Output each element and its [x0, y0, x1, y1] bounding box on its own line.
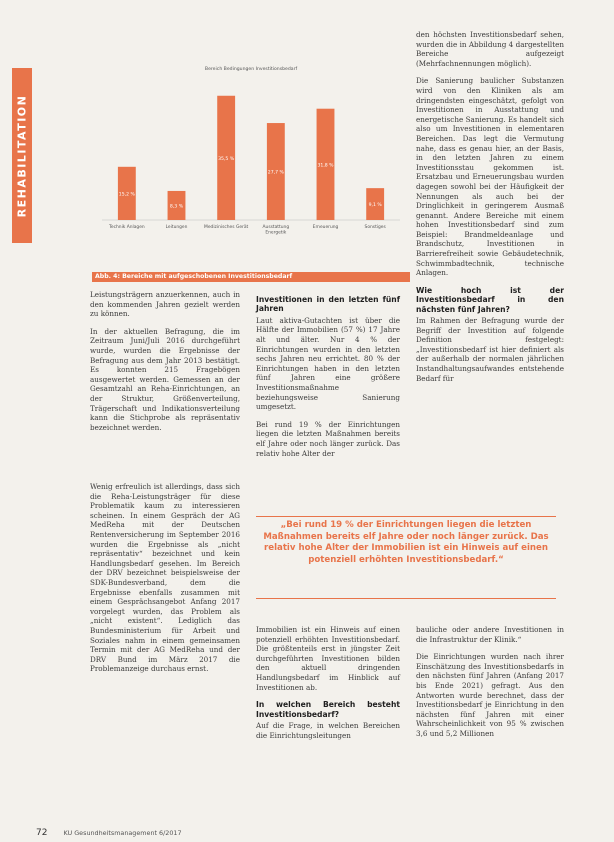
data-label: 31,8 % [317, 163, 334, 169]
col3-paragraph-4: bauliche oder andere Investitionen in die Infrastruktur der Klinik.“ [416, 625, 564, 644]
col3-paragraph-5: Die Einrichtungen wurden nach ihrer Einschätzung des Investitionsbedarfs in den nächsten fünf Jahren (Anfang 2017 bis Ende 2021) gefragt. Aus den Antworten wurde berechnet, dass der Investitionsbedarf je Einrichtung in den nächsten fünf Jahren mit einer Wahrscheinlichkeit von 95 % zwischen 3,6 und 5,2 Millionen [416, 652, 564, 738]
col1-intro: Leistungsträgern anzuerkennen, auch in den kommenden Jahren gezielt werden zu können. [90, 290, 240, 319]
x-tick-label: Technik Anlagen [108, 225, 145, 230]
column-3-top [416, 30, 564, 391]
page-footer [36, 828, 182, 838]
x-tick-label: Energetik [265, 230, 287, 236]
data-label: 9,1 % [368, 203, 382, 209]
col2-heading-1: Investitionen in den letzten fünf Jahren [256, 295, 400, 314]
col1-paragraph-2: Wenig erfreulich ist allerdings, dass sich die Reha-Leistungsträger für diese Problematik kaum zu interessieren scheinen. In einem Gespräch der AG MedReha mit der Deutschen Rentenversicherung im September 2016 wurden die Ergebnisse als „nicht repräsentativ“ bezeichnet und kein Handlungsbedarf gesehen. Im Bereich der DRV bezeichnet beispielsweise der SDK-Bundesverband, dem die Ergebnisse ebenfalls zusammen mit einem Gesprächsangebot Anfang 2017 vorgelegt wurden, das Problem als „nicht existent“. Lediglich das Bundesministerium für Arbeit und Soziales nahm in einem gemeinsamen Termin mit der AG MedReha und der DRV Bund im März 2017 die Problemanzeige durchaus ernst. [90, 482, 240, 674]
col3-paragraph-3: Im Rahmen der Befragung wurde der Begriff der Investition auf folgende Definition festgelegt: „Investitionsbedarf ist hier definiert als der außerhalb der normalen jährlichen Instandhaltungsaufwandes entstehende Bedarf für [416, 316, 564, 383]
column-3-bottom [416, 625, 564, 747]
quote-rule-bottom [256, 598, 556, 599]
data-label: 27,7 % [267, 170, 284, 176]
pull-quote: „Bei rund 19 % der Einrichtungen liegen die letzten Maßnahmen bereits elf Jahre oder noch länger zurück. Das relativ hohe Alter der Immobilien ist ein Hinweis auf einen potenziell erhöhten Investitionsbedarf.“ [263, 520, 549, 565]
col3-paragraph-2: Die Sanierung baulicher Substanzen wird von den Kliniken als am dringendsten eingeschätzt, gefolgt von Investitionen in Ausstattung und energetische Sanierung. Es handelt sich also um Investitionen in elementaren Bereichen. Das legt die Vermutung nahe, dass es genau hier, an der Basis, in den letzten Jahren zu einem Investitionsstau gekommen ist. Ersatzbau und Erneuerungsbau wurden dagegen sowohl bei der Häufigkeit der Nennungen als auch bei der Dringlichkeit in geringerem Ausmaß genannt. Andere Bereiche mit einem hohen Investitionsbedarf sind zum Beispiel: Brandmeldeanlage und Brandschutz, Investitionen in Barrierefreiheit sowie Gebäudetechnik, Schwimmbadtechnik, technische Anlagen. [416, 76, 564, 278]
bar-chart-svg [92, 20, 410, 272]
section-tab [12, 68, 32, 243]
col1-paragraph-1: In der aktuellen Befragung, die im Zeitraum Juni/Juli 2016 durchgeführt wurde, wurden die Ergebnisse der Befragung aus dem Jahr 2013 bestätigt. Es konnten 215 Fragebögen ausgewertet werden. Gemessen an der Gesamtzahl an Reha-Einrichtungen, an der Struktur, Größenverteilung, Trägerschaft und Indikationsverteilung kann die Stichprobe als repräsentativ bezeichnet werden. [90, 326, 240, 432]
col3-heading-1: Wie hoch ist der Investitionsbedarf in den nächsten fünf Jahren? [416, 285, 564, 314]
data-label: 8,3 % [169, 204, 184, 210]
page-number: 72 [36, 828, 48, 838]
x-tick-label: Medizinisches Gerät [204, 225, 249, 230]
bar-chart [92, 20, 410, 282]
section-tab-label: REHABILITATION [15, 94, 29, 217]
column-1-bottom [90, 482, 240, 682]
col3-paragraph-1: den höchsten Investitionsbedarf sehen, wurden die in Abbildung 4 dargestellten Bereiche aufgezeigt (Mehrfachnennungen möglich). [416, 30, 564, 68]
quote-rule-top [256, 516, 556, 517]
col2-paragraph-1: Laut aktiva-Gutachten ist über die Hälfte der Immobilien (57 %) 17 Jahre alt und älter. Nur 4 % der Einrichtungen wurden in den letzten sechs Jahren neu errichtet. 80 % der Einrichtungen haben in den letzten fünf Jahren eine größere Investitionsmaßnahme beziehungsweise Sanierung umgesetzt. [256, 315, 400, 412]
col2-heading-2: In welchen Bereich besteht Investitionsbedarf? [256, 700, 400, 719]
column-2-bottom [256, 625, 400, 748]
chart-title: Bereich Bedingungen Investitionsbedarf [204, 67, 298, 72]
column-2-top [256, 292, 400, 466]
col2-paragraph-3: Immobilien ist ein Hinweis auf einen potenziell erhöhten Investitionsbedarf. Die größtenteils erst in jüngster Zeit durchgeführten Investitionen bilden den aktuell dringenden Handlungsbedarf im Hinblick auf Investitionen ab. [256, 625, 400, 692]
x-tick-label: Erneuerung [312, 225, 339, 230]
data-label: 35,5 % [218, 156, 235, 162]
x-tick-label: Ausstattung [262, 225, 290, 230]
column-1-top [90, 290, 240, 440]
journal-name: KU Gesundheitsmanagement 6/2017 [63, 829, 182, 837]
x-tick-label: Sonstiges [364, 225, 386, 230]
col2-paragraph-4: Auf die Frage, in welchen Bereichen die Einrichtungsleitungen [256, 720, 400, 740]
col2-paragraph-2: Bei rund 19 % der Einrichtungen liegen die letzten Maßnahmen bereits elf Jahre oder noch länger zurück. Das relativ hohe Alter der [256, 419, 400, 458]
data-label: 15,2 % [118, 192, 135, 198]
chart-caption: Abb. 4: Bereiche mit aufgeschobenen Investitionsbedarf [92, 272, 410, 282]
x-tick-label: Leitungen [165, 225, 188, 230]
